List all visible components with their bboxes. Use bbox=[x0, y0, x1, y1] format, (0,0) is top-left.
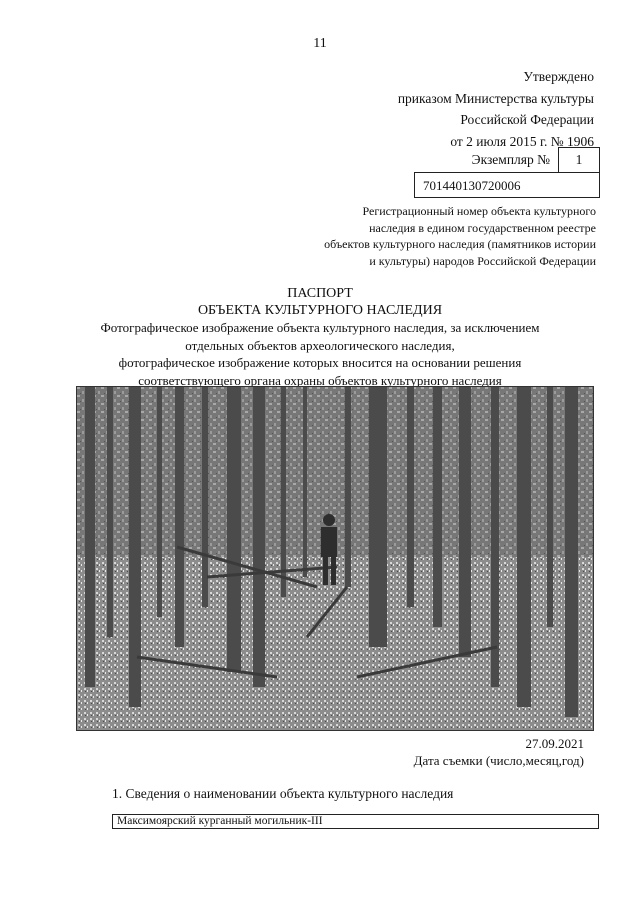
copy-number-label: Экземпляр № bbox=[471, 152, 550, 167]
section-heading: 1. Сведения о наименовании объекта культурного наследия bbox=[112, 786, 454, 801]
registration-caption-line: Регистрационный номер объекта культурного bbox=[362, 204, 596, 218]
photo-section-heading: соответствующего органа охраны объектов культурного наследия bbox=[138, 372, 502, 388]
document-subtitle: ОБЪЕКТА КУЛЬТУРНОГО НАСЛЕДИЯ bbox=[197, 303, 443, 318]
page-number: 11 bbox=[313, 36, 327, 51]
approval-line: приказом Министерства культуры bbox=[397, 90, 594, 106]
photo-date: 27.09.2021 bbox=[525, 736, 584, 751]
forest-photo-illustration bbox=[77, 387, 594, 731]
registration-caption bbox=[324, 203, 596, 269]
registration-caption-line: наследия в едином государственном реестре bbox=[369, 220, 596, 235]
document-title: ПАСПОРТ bbox=[287, 286, 353, 301]
approval-line: Утверждено bbox=[523, 69, 594, 84]
object-name-field: Максимоярский курганный могильник-III bbox=[112, 814, 599, 829]
copy-number-row bbox=[472, 147, 600, 173]
approval-block bbox=[398, 66, 594, 152]
approval-line: от 2 июля 2015 г. № 1906 bbox=[450, 133, 594, 149]
site-photograph bbox=[76, 386, 594, 731]
title-block bbox=[0, 285, 640, 389]
registration-caption-line: и культуры) народов Российской Федерации bbox=[369, 253, 596, 268]
copy-number-box: 1 bbox=[558, 147, 600, 173]
photo-section-heading: Фотографическое изображение объекта культурного наследия, за исключением bbox=[100, 320, 540, 335]
registration-number-box: 701440130720006 bbox=[414, 172, 600, 198]
photo-section-heading: фотографическое изображение которых вносится на основании решения bbox=[118, 355, 522, 370]
registration-caption-line: объектов культурного наследия (памятников истории bbox=[324, 237, 596, 251]
photo-date-caption: Дата съемки (число,месяц,год) bbox=[413, 753, 584, 768]
photo-section-heading: отдельных объектов археологического наследия, bbox=[185, 337, 455, 353]
approval-line: Российской Федерации bbox=[460, 112, 594, 127]
